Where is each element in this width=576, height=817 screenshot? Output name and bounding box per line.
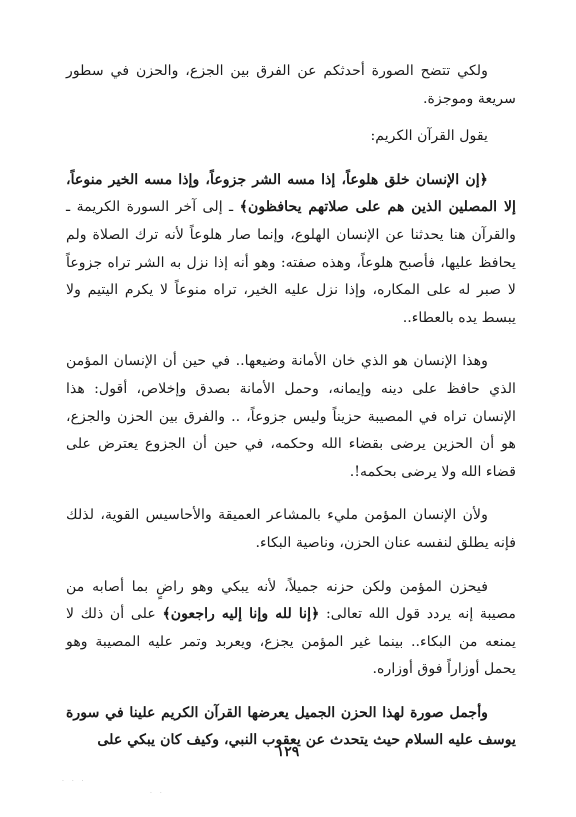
sorrow-text-before: فيحزن المؤمن ولكن حزنه جميلاً، لأنه يبكي وهو راضٍ بما أصابه من مصيبة إنه يردد قول الله تعالى: [66, 578, 516, 623]
page-number: ١٢٩ [276, 744, 300, 760]
sorrow-text-after: على أن ذلك لا يمنعه من البكاء.. بينما غير المؤمن يجزع، ويعربد وتمر عليه المصيبة وهو يحمل أوزاراً فوق أوزاره. [66, 606, 516, 678]
scan-speck: . . . [62, 776, 87, 783]
document-page [66, 58, 516, 755]
quran-verse-istirja: ﴿إنا لله وإنا إليه راجعون﴾ [162, 606, 320, 623]
scan-speck: . . [150, 788, 165, 795]
paragraph-trust: وهذا الإنسان هو الذي خان الأمانة وضيعها.. في حين أن الإنسان المؤمن الذي حافظ على دينه وإيمانه، وحمل الأمانة بصدق وإخلاص، أقول: هذا الإنسان تراه في المصيبة حزيناً وليس جزوعاً، .. والفرق بين الحزن والجزع، هو أن الحزين يرضى بقضاء الله وحكمه، في حين أن الجزوع يعترض على قضاء الله ولا يرضى بحكمه!. [66, 353, 516, 480]
paragraph-beautiful-sorrow [66, 574, 516, 684]
commentary-text: ـ إلى آخر السورة الكريمة ـ والقرآن هنا يحدثنا عن الإنسان الهلوع، وإنما صار هلوعاً لأنه ترك الصلاة ولم يحافظ عليها، فأصبح هلوعاً، وهذه صفته: وهو أنه إذا نزل به الشر تراه جزوعاً لا صبر له على المكاره، وإذا نزل عليه الخير، تراه منوعاً لا يكرم اليتيم ولا يبسط يده بالعطاء.. [66, 199, 516, 326]
quran-verse-hulu: ﴿إن الإنسان خلق هلوعاً، إذا مسه الشر جزوعاً، وإذا مسه الخير منوعاً، إلا المصلين الذين هم على صلاتهم يحافظون﴾ [66, 171, 516, 216]
paragraph-intro: ولكي تتضح الصورة أحدثكم عن الفرق بين الجزع، والحزن في سطور سريعة وموجزة. [66, 63, 516, 107]
paragraph-yusuf: وأجمل صورة لهذا الحزن الجميل يعرضها القرآن الكريم علينا في سورة يوسف عليه السلام حيث يتحدث عن يعقوب النبي، وكيف كان يبكي على [66, 704, 516, 749]
paragraph-quran-intro: يقول القرآن الكريم: [370, 128, 488, 145]
paragraph-verse-commentary [66, 167, 516, 333]
paragraph-feelings: ولأن الإنسان المؤمن مليء بالمشاعر العميقة والأحاسيس القوية، لذلك فإنه يطلق لنفسه عنان الحزن، وناصية البكاء. [66, 507, 516, 551]
